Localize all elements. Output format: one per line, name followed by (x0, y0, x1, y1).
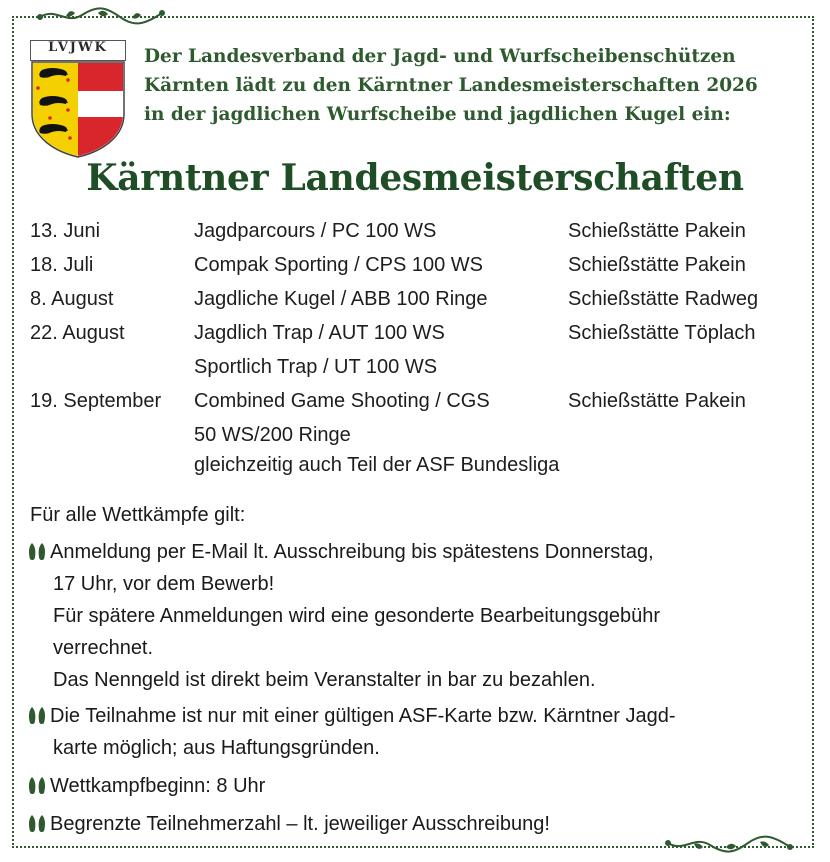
logo-text: LVJWK (48, 40, 108, 55)
schedule-date: 18. Juli (30, 254, 94, 276)
event-line: gleichzeitig auch Teil der ASF Bundesliga (194, 454, 560, 476)
schedule-event (194, 316, 445, 384)
rule-line: Die Teilnahme ist nur mit einer gültigen ASF-Karte bzw. Kärntner Jagd- (50, 705, 676, 727)
hoofprint-bullet-icon (28, 706, 46, 726)
intro-line: Kärnten lädt zu den Kärntner Landesmeisterschaften 2026 (144, 75, 758, 96)
rules-title: Für alle Wettkämpfe gilt: (30, 504, 246, 526)
schedule-venue: Schießstätte Radweg (568, 288, 759, 310)
hoofprint-bullet-icon (28, 542, 46, 562)
intro-line: Der Landesverband der Jagd- und Wurfscheibenschützen (144, 46, 736, 67)
schedule-venue: Schießstätte Pakein (568, 390, 746, 412)
event-line: Jagdliche Kugel / ABB 100 Ringe (194, 288, 488, 310)
coat-of-arms-logo (30, 40, 126, 158)
rule-item (28, 536, 798, 696)
rule-line: Für spätere Anmeldungen wird eine gesonderte Bearbeitungsgebühr (53, 605, 661, 627)
schedule-date: 13. Juni (30, 220, 101, 242)
rule-line: verrechnet. (53, 637, 154, 659)
rule-line: Wettkampfbeginn: 8 Uhr (50, 775, 266, 797)
rule-line: karte möglich; aus Haftungsgründen. (53, 737, 380, 759)
schedule-date: 19. September (30, 390, 162, 412)
rule-item (28, 770, 798, 804)
schedule-event (194, 282, 488, 316)
schedule-date: 22. August (30, 322, 125, 344)
hoofprint-bullet-icon (28, 814, 46, 834)
event-line: Jagdlich Trap / AUT 100 WS (194, 322, 445, 344)
schedule-venue: Schießstätte Töplach (568, 322, 756, 344)
event-line: Sportlich Trap / UT 100 WS (194, 356, 438, 378)
event-line: 50 WS/200 Ringe (194, 424, 351, 446)
schedule-event (194, 248, 483, 282)
page-title: Kärntner Landesmeisterschaften (86, 157, 744, 199)
rule-line: 17 Uhr, vor dem Bewerb! (53, 573, 275, 595)
shield-icon (30, 40, 126, 158)
hoofprint-bullet-icon (28, 776, 46, 796)
schedule-date: 8. August (30, 288, 114, 310)
rule-item (28, 808, 798, 842)
event-line: Compak Sporting / CPS 100 WS (194, 254, 484, 276)
rules-list (28, 536, 798, 842)
rule-item (28, 700, 798, 770)
rule-line: Das Nenngeld ist direkt beim Veranstalter in bar zu bezahlen. (53, 669, 596, 691)
schedule-venue: Schießstätte Pakein (568, 220, 746, 242)
schedule-venue: Schießstätte Pakein (568, 254, 746, 276)
schedule-event (194, 384, 559, 482)
vine-ornament-icon (36, 5, 166, 27)
schedule-event (194, 214, 436, 248)
rule-line: Begrenzte Teilnehmerzahl – lt. jeweiliger Ausschreibung! (50, 813, 550, 835)
intro-text (144, 42, 794, 129)
rule-line: Anmeldung per E-Mail lt. Ausschreibung bis spätestens Donnerstag, (50, 541, 654, 563)
event-line: Jagdparcours / PC 100 WS (194, 220, 437, 242)
event-line: Combined Game Shooting / CGS (194, 390, 490, 412)
intro-line: in der jagdlichen Wurfscheibe und jagdlichen Kugel ein: (144, 104, 731, 125)
